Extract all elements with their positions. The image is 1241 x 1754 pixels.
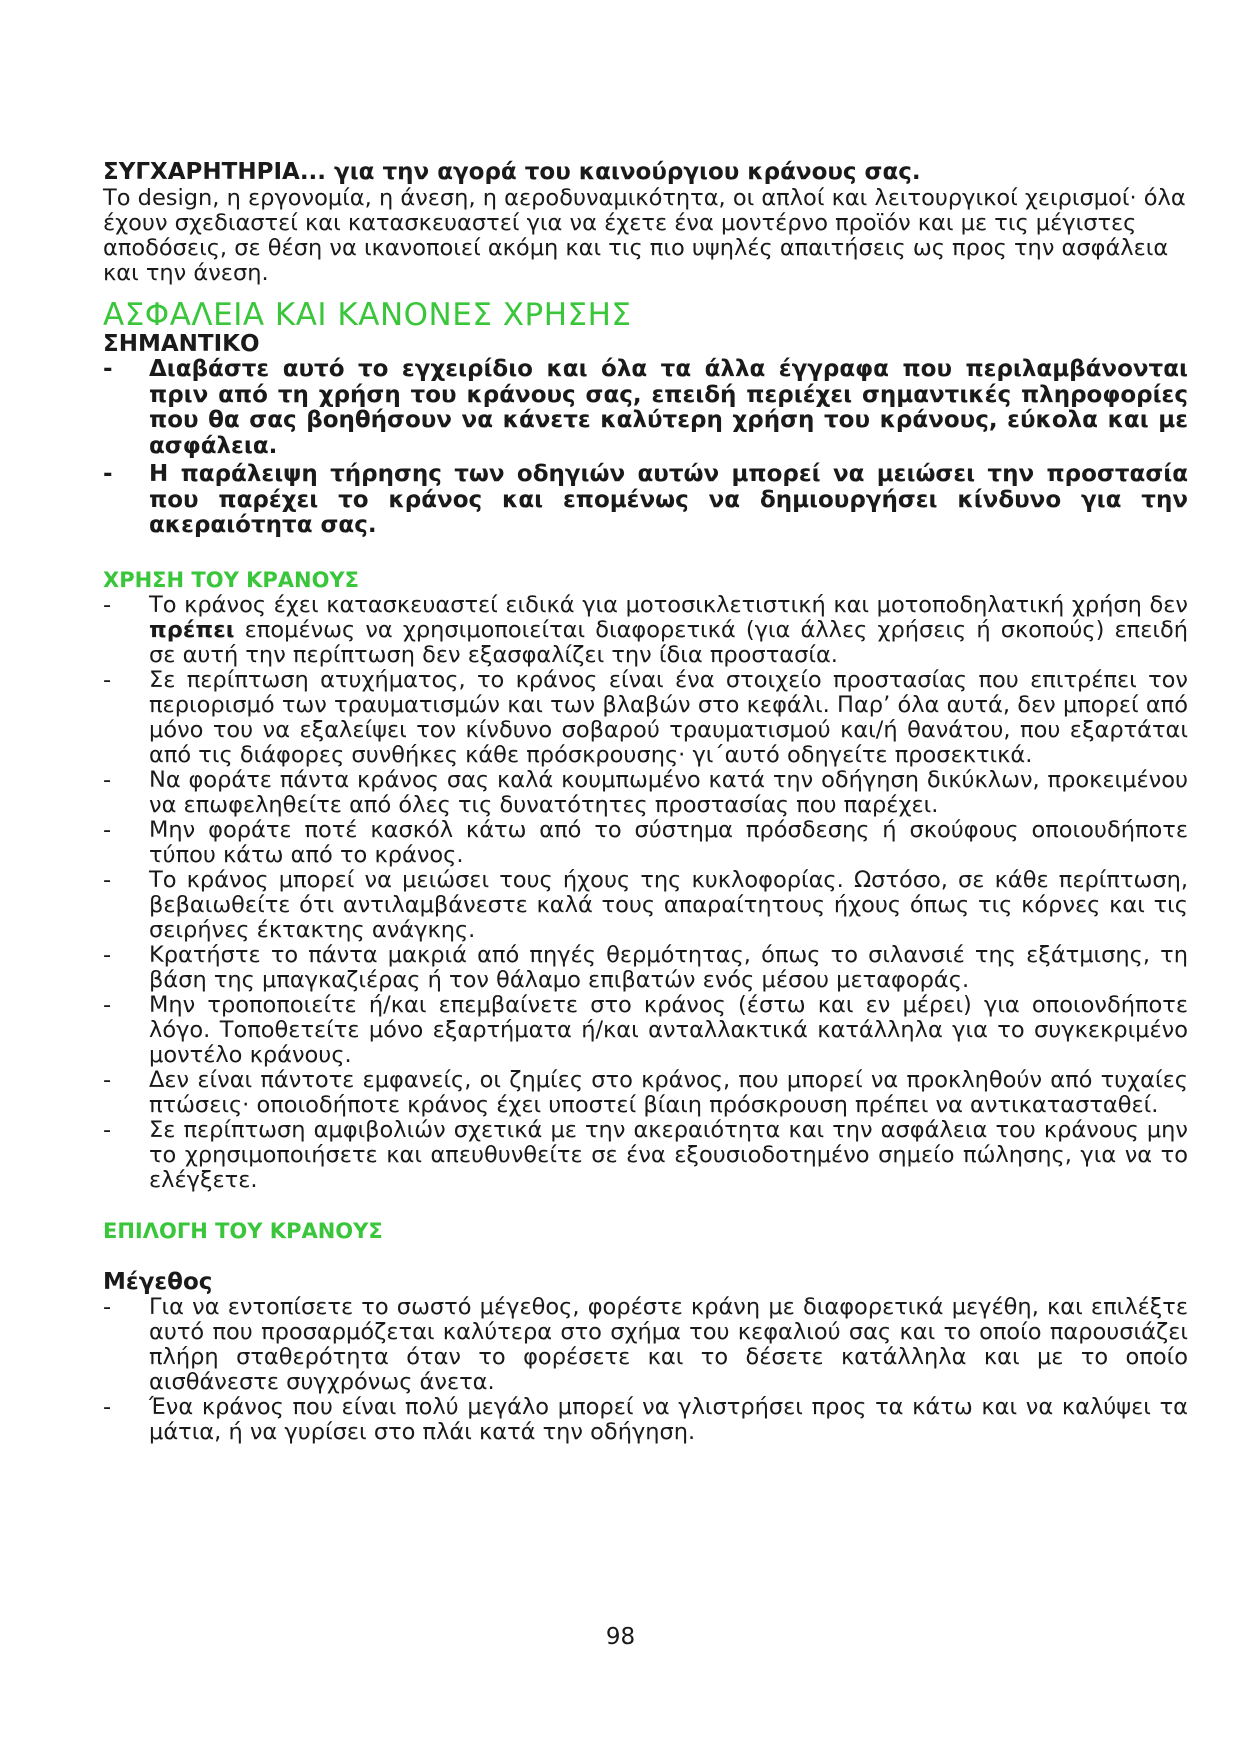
page-number: 98 <box>605 1624 636 1650</box>
usage-item: - Το κράνος μπορεί να μειώσει τους ήχους της κυκλοφορίας. Ωστόσο, σε κάθε περίπτωση, βεβαιωθείτε ότι αντιλαμβάνεστε καλά τους απαραίτητους ήχους όπως τις κόρνες και τις σειρήνες έκτακτης ανάγκης. <box>103 868 1188 943</box>
usage-item: - Σε περίπτωση ατυχήματος, το κράνος είναι ένα στοιχείο προστασίας που επιτρέπει τον περιορισμό των τραυματισμών και των βλαβών στο κεφάλι. Παρ’ όλα αυτά, δεν μπορεί από μόνο του να εξαλείψει τον κίνδυνο σοβαρού τραυματισμού και/ή θανάτου, που εξαρτάται από τις διάφορες συνθήκες κάθε πρόσκρουσης· γι΄αυτό οδηγείτε προσεκτικά. <box>103 668 1188 768</box>
important-list <box>103 357 1188 539</box>
usage-item <box>103 593 1188 668</box>
size-item: - Για να εντοπίσετε το σωστό μέγεθος, φορέστε κράνη με διαφορετικά μεγέθη, και επιλέξτε αυτό που προσαρμόζεται καλύτερα στο σχήμα του κεφαλιού σας και το οποίο παρουσιάζει πλήρη σταθερότητα όταν το φορέσετε και το δέσετε κατάλληλα και με το οποίο αισθάνεστε συγχρόνως άνετα. <box>103 1295 1188 1395</box>
usage-item: - Μην φοράτε ποτέ κασκόλ κάτω από το σύστημα πρόσδεσης ή σκούφους οποιουδήποτε τύπου κάτω από το κράνος. <box>103 818 1188 868</box>
usage-item-text: επομένως να χρησιμοποιείται διαφορετικά (για άλλες χρήσεις ή σκοπούς) επειδή σε αυτή την περίπτωση δεν εξασφαλίζει την ίδια προστασία. <box>149 616 1188 668</box>
usage-item-emphasis: πρέπει <box>149 616 235 643</box>
usage-item: - Δεν είναι πάντοτε εμφανείς, οι ζημίες στο κράνος, που μπορεί να προκληθούν από τυχαίες πτώσεις· οποιοδήποτε κράνος έχει υποστεί βίαιη πρόσκρουση πρέπει να αντικατασταθεί. <box>103 1068 1188 1118</box>
usage-section-title: ΧΡΗΣΗ ΤΟΥ ΚΡΑΝΟΥΣ <box>103 567 359 592</box>
selection-section-title: ΕΠΙΛΟΓΗ ΤΟΥ ΚΡΑΝΟΥΣ <box>103 1218 383 1243</box>
usage-item: - Σε περίπτωση αμφιβολιών σχετικά με την ακεραιότητα και την ασφάλεια του κράνους μην το χρησιμοποιήσετε και απευθυνθείτε σε ένα εξουσιοδοτημένο σημείο πώλησης, για να το ελέγξετε. <box>103 1118 1188 1193</box>
important-item: - Η παράλειψη τήρησης των οδηγιών αυτών μπορεί να μειώσει την προστασία που παρέχει το κράνος και επομένως να δημιουργήσει κίνδυνο για την ακεραιότητα σας. <box>103 462 1188 539</box>
usage-item: - Κρατήστε το πάντα μακριά από πηγές θερμότητας, όπως το σιλανσιέ της εξάτμισης, τη βάση της μπαγκαζιέρας ή τον θάλαμο επιβατών ενός μέσου μεταφοράς. <box>103 943 1188 993</box>
usage-item: - Να φοράτε πάντα κράνος σας καλά κουμπωμένο κατά την οδήγηση δικύκλων, προκειμένου να επωφεληθείτε από όλες τις δυνατότητες προστασίας που παρέχει. <box>103 768 1188 818</box>
manual-page <box>103 158 1188 1445</box>
safety-section-title: ΑΣΦΑΛΕΙΑ ΚΑΙ ΚΑΝΟΝΕΣ ΧΡΗΣΗΣ <box>103 297 632 333</box>
usage-list <box>103 593 1188 1193</box>
size-item: - Ένα κράνος που είναι πολύ μεγάλο μπορεί να γλιστρήσει προς τα κάτω και να καλύψει τα μάτια, ή να γυρίσει στο πλάι κατά την οδήγηση. <box>103 1395 1188 1445</box>
important-label: ΣΗΜΑΝΤΙΚΟ <box>103 331 260 357</box>
size-list <box>103 1295 1188 1445</box>
intro-title: ΣΥΓΧΑΡΗΤΗΡΙΑ... για την αγορά του καινούργιου κράνους σας. <box>103 159 921 185</box>
size-title: Μέγεθος <box>103 1268 213 1295</box>
important-item: - Διαβάστε αυτό το εγχειρίδιο και όλα τα άλλα έγγραφα που περιλαμβάνονται πριν από τη χρήση του κράνους σας, επειδή περιέχει σημαντικές πληροφορίες που θα σας βοηθήσουν να κάνετε καλύτερη χρήση του κράνους, εύκολα και με ασφάλεια. <box>103 357 1188 459</box>
usage-item-text: Το κράνος έχει κατασκευαστεί ειδικά για μοτοσικλετιστική και μοτοποδηλατική χρήση δεν <box>149 591 1188 618</box>
intro-paragraph: Το design, η εργονομία, η άνεση, η αεροδυναμικότητα, οι απλοί και λειτουργικοί χειρισμοί· όλα έχουν σχεδιαστεί και κατασκευαστεί για να έχετε ένα μοντέρνο προϊόν και με τις μέγιστες αποδόσεις, σε θέση να ικανοποιεί ακόμη και τις πιο υψηλές απαιτήσεις ως προς την ασφάλεια και την άνεση. <box>103 185 1186 286</box>
usage-item: - Μην τροποποιείτε ή/και επεμβαίνετε στο κράνος (έστω και εν μέρει) για οποιονδήποτε λόγο. Τοποθετείτε μόνο εξαρτήματα ή/και ανταλλακτικά κατάλληλα για το συγκεκριμένο μοντέλο κράνους. <box>103 993 1188 1068</box>
